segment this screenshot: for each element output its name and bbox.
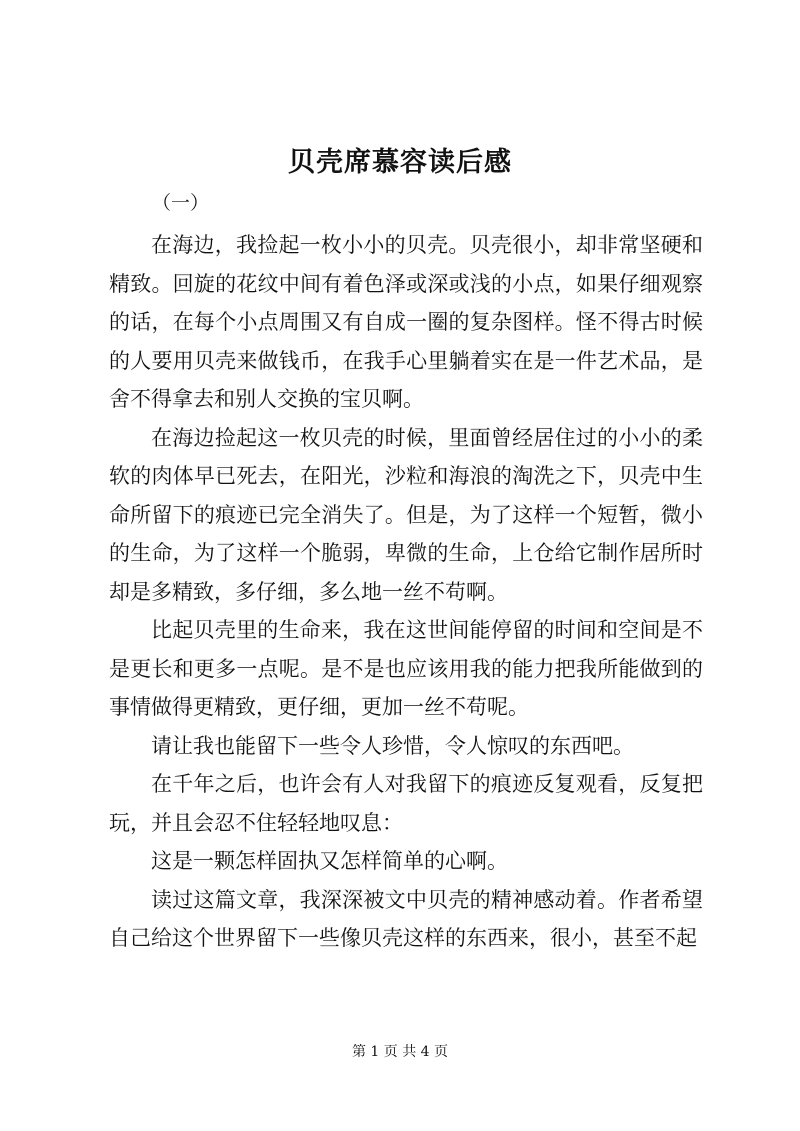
paragraph: 读过这篇文章，我深深被文中贝壳的精神感动着。作者希望自己给这个世界留下一些像贝壳这样的东西来，很小，甚至不起	[109, 887, 703, 950]
body-text	[109, 226, 703, 958]
paragraph: 在海边，我捡起一枚小小的贝壳。贝壳很小，却非常坚硬和精致。回旋的花纹中间有着色泽或深或浅的小点，如果仔细观察的话，在每个小点周围又有自成一圈的复杂图样。怪不得古时候的人要用贝壳来做钱币，在我手心里躺着实在是一件艺术品，是舍不得拿去和别人交换的宝贝啊。	[109, 233, 703, 411]
page-number-footer: 第 1 页 共 4 页	[351, 1044, 449, 1060]
paragraph: 在海边捡起这一枚贝壳的时候，里面曾经居住过的小小的柔软的肉体早已死去，在阳光，沙粒和海浪的淘洗之下，贝壳中生命所留下的痕迹已完全消失了。但是，为了这样一个短暂，微小的生命，为了这样一个脆弱，卑微的生命，上仓给它制作居所时却是多精致，多仔细，多么地一丝不苟啊。	[109, 425, 703, 604]
paragraph: 比起贝壳里的生命来，我在这世间能停留的时间和空间是不是更长和更多一点呢。是不是也应该用我的能力把我所能做到的事情做得更精致，更仔细，更加一丝不苟呢。	[109, 618, 703, 719]
paragraph: 请让我也能留下一些令人珍惜，令人惊叹的东西吧。	[151, 733, 634, 758]
paragraph: 这是一颗怎样固执又怎样简单的心啊。	[151, 849, 508, 873]
page-title: 贝壳席慕容读后感	[288, 147, 512, 178]
paragraph: 在千年之后，也许会有人对我留下的痕迹反复观看，反复把玩，并且会忍不住轻轻地叹息：	[109, 772, 703, 835]
section-label: （一）	[152, 192, 210, 214]
